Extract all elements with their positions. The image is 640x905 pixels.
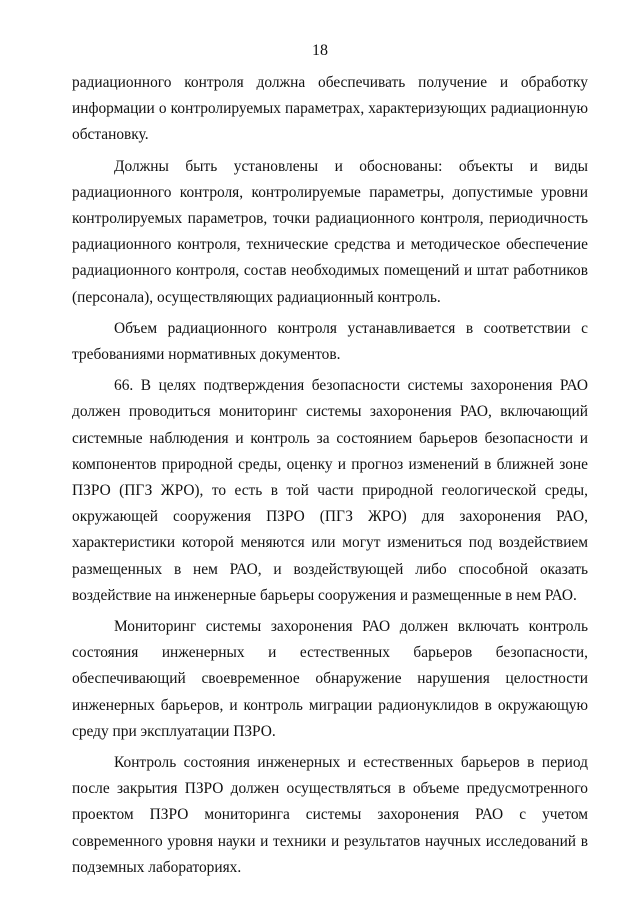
paragraph-continuation: радиационного контроля должна обеспечивать получение и обработку информации о контролируемых параметрах, характеризующих радиационную обстановку. — [72, 74, 588, 144]
paragraph-barrier-control: Контроль состояния инженерных и естественных барьеров в период после закрытия ПЗРО должен осуществляться в объеме предусмотренного проектом ПЗРО мониторинга системы захоронения РАО с учетом современного уровня науки и техники и результатов научных исследований в подземных лабораториях. — [72, 754, 588, 876]
page-number: 18 — [312, 42, 328, 59]
paragraph-control-objects: Должны быть установлены и обоснованы: объекты и виды радиационного контроля, контролируемые параметры, допустимые уровни контролируемых параметров, точки радиационного контроля, периодичность радиационного контроля, технические средства и методическое обеспечение радиационного контроля, состав необходимых помещений и штат работников (персонала), осуществляющих радиационный контроль. — [72, 157, 588, 306]
paragraph-control-scope: Объем радиационного контроля устанавливается в соответствии с требованиями нормативных документов. — [72, 319, 588, 364]
document-body — [72, 70, 588, 881]
paragraph-monitoring: Мониторинг системы захоронения РАО должен включать контроль состояния инженерных и естественных барьеров безопасности, обеспечивающий своевременное обнаружение нарушения целостности инженерных барьеров, и контроль миграции радионуклидов в окружающую среду при эксплуатации ПЗРО. — [72, 618, 588, 740]
paragraph-item-66: 66. В целях подтверждения безопасности системы захоронения РАО должен проводиться мониторинг системы захоронения РАО, включающий системные наблюдения и контроль за состоянием барьеров безопасности и компонентов природной среды, оценку и прогноз изменений в ближней зоне ПЗРО (ПГЗ ЖРО), то есть в той части природной геологической среды, окружающей сооружения ПЗРО (ПГЗ ЖРО) для захоронения РАО, характеристики которой меняются или могут измениться под воздействием размещенных в нем РАО, и воздействующей либо способной оказать воздействие на инженерные барьеры сооружения и размещенные в нем РАО. — [72, 377, 588, 604]
